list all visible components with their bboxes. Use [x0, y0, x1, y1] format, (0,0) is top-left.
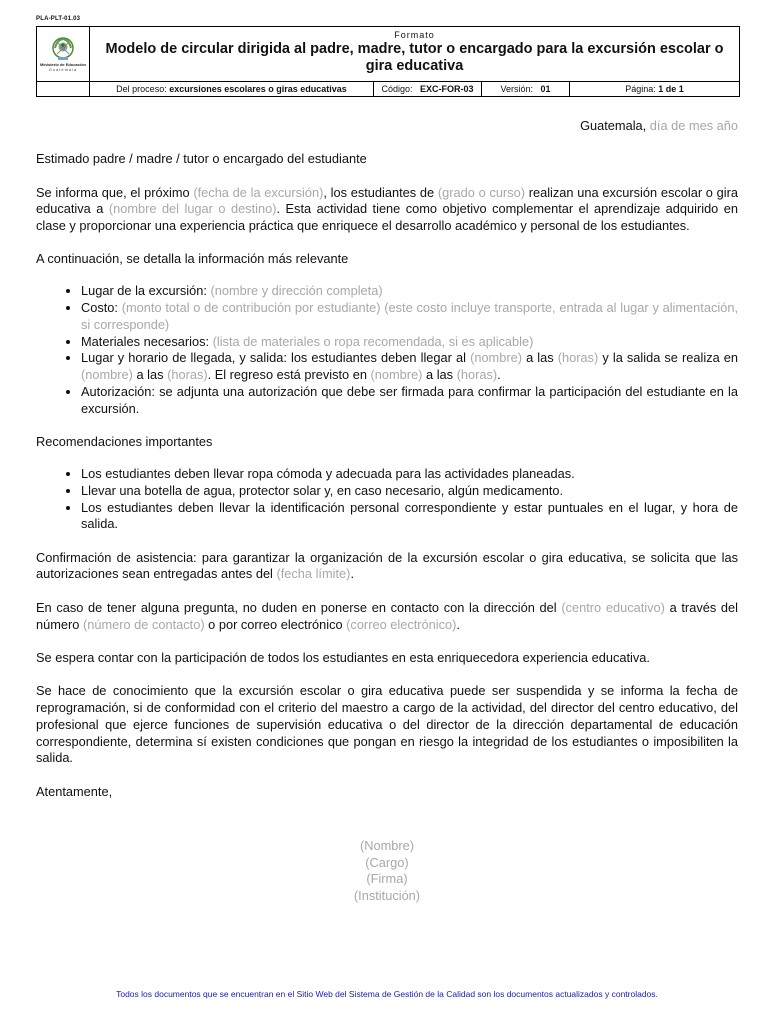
item-text: a las	[426, 367, 454, 383]
phone-placeholder: (número de contacto)	[82, 616, 205, 632]
code-label: Código:	[381, 84, 413, 94]
logo-caption: Ministerio de Educación	[39, 62, 86, 67]
page-cell	[570, 82, 740, 97]
sign-off: Atentamente,	[36, 783, 113, 799]
return-time-placeholder: (horas)	[456, 367, 498, 383]
item-text: .	[497, 367, 501, 383]
departure-time-placeholder: (horas)	[167, 367, 208, 383]
version-label: Versión:	[500, 84, 533, 94]
process-value: excursiones escolares o giras educativas	[169, 84, 347, 94]
process-cell	[90, 82, 374, 97]
contact-text: .	[456, 616, 460, 632]
confirm-text: Confirmación de asistencia: para garantizar la organización de la excursión escolar o gira educativa, se solicita que las autorizaciones sean entregadas antes del	[36, 549, 738, 582]
return-place-placeholder: (nombre)	[370, 367, 423, 383]
list-item: • Los estudiantes deben llevar ropa cómoda y adecuada para las actividades planeadas.	[81, 466, 738, 483]
item-text: y la salida se realiza en	[602, 350, 739, 366]
confirm-text: .	[350, 566, 354, 582]
list-item: • Autorización: se adjunta una autorización que debe ser firmada para confirmar la participación del estudiante en la excursión.	[81, 384, 738, 418]
school-placeholder: (centro educativo)	[561, 599, 665, 615]
list-item	[81, 334, 738, 351]
letter-date	[36, 118, 738, 135]
date-placeholder: día de mes año	[649, 118, 738, 133]
contact-text: En caso de tener alguna pregunta, no duden en ponerse en contacto con la dirección del	[36, 599, 557, 615]
intro-text: realizan una excursión escolar o gira educativa a	[36, 184, 738, 217]
document-header	[36, 26, 740, 97]
signature-position: (Cargo)	[365, 854, 409, 870]
list-item	[81, 300, 738, 334]
contact-text: o por correo electrónico	[208, 616, 343, 632]
footer-note: Todos los documentos que se encuentran en el Sitio Web del Sistema de Gestión de la Calidad son los documentos actualizados y controlados.	[116, 989, 658, 999]
letter-body	[36, 118, 738, 817]
deadline-placeholder: (fecha límite)	[276, 566, 351, 582]
arrival-time-placeholder: (horas)	[557, 350, 599, 366]
signature-name: (Nombre)	[359, 838, 415, 853]
signature-institution: (Institución)	[353, 887, 421, 903]
salutation: Estimado padre / madre / tutor o encargado del estudiante	[36, 151, 367, 167]
title-cell	[90, 27, 740, 82]
logo-cell	[37, 27, 90, 82]
item-text: Lugar y horario de llegada, y salida: los estudiantes deben llegar al	[81, 350, 466, 366]
item-label: Lugar de la excursión:	[81, 283, 207, 299]
format-label: Formato	[394, 30, 435, 40]
item-text: a las	[526, 350, 554, 366]
version-value: 01	[540, 84, 551, 94]
suspension-paragraph: Se hace de conocimiento que la excursión escolar o gira educativa puede ser suspendida y se informa la fecha de reprogramación, si de conformidad con el criterio del maestro a cargo de la actividad, del director del centro educativo, del profesional que ejerce funciones de supervisión educativa o del director de la dirección departamental de educación correspondiente, determina sí existen condiciones que pongan en riesgo la integridad de los estudiantes o imposibiliten la salida.	[36, 683, 738, 766]
date-prefix: Guatemala,	[580, 118, 647, 133]
version-cell	[482, 82, 570, 97]
list-item	[81, 283, 738, 300]
place-placeholder: (nombre y dirección completa)	[210, 283, 383, 299]
item-text: a las	[136, 367, 164, 383]
recommendations-list	[36, 466, 738, 533]
intro-text: , los estudiantes de	[323, 184, 435, 200]
signature-block	[0, 838, 768, 904]
page-value: 1 de 1	[658, 84, 684, 94]
info-heading: A continuación, se detalla la información más relevante	[36, 251, 349, 267]
destination-placeholder: (nombre del lugar o destino)	[108, 201, 277, 217]
document-code: PLA-PLT-01.03	[36, 16, 81, 22]
info-list	[36, 283, 738, 417]
meta-spacer	[37, 82, 90, 97]
trip-date-placeholder: (fecha de la excursión)	[193, 184, 324, 200]
ministry-logo-icon	[51, 36, 75, 62]
intro-text: Se informa que, el próximo	[36, 184, 190, 200]
cost-placeholder: (monto total o de contribución por estudiante) (este costo incluye transporte, entrada al lugar y alimentación, si corresponde)	[81, 300, 738, 332]
contact-paragraph	[36, 600, 738, 634]
signature-line: (Firma)	[366, 871, 408, 887]
list-item: • Los estudiantes deben llevar la identificación personal correspondiente y estar puntuales en el lugar, y hora de salida.	[81, 500, 738, 534]
list-item: • Llevar una botella de agua, protector solar y, en caso necesario, algún medicamento.	[81, 483, 738, 500]
departure-place-placeholder: (nombre)	[81, 367, 133, 383]
intro-paragraph	[36, 185, 738, 235]
email-placeholder: (correo electrónico)	[346, 616, 457, 632]
document-title: Modelo de circular dirigida al padre, madre, tutor o encargado para la excursión escolar o gira educativa	[105, 41, 724, 74]
contact-text: a través del número	[36, 599, 738, 632]
logo-country: Guatemala	[48, 67, 78, 72]
process-label: Del proceso:	[116, 84, 167, 94]
arrival-place-placeholder: (nombre)	[470, 350, 522, 366]
materials-placeholder: (lista de materiales o ropa recomendada, si es aplicable)	[212, 333, 534, 349]
item-label: Materiales necesarios:	[81, 333, 210, 349]
code-value: EXC-FOR-03	[420, 84, 474, 94]
grade-placeholder: (grado o curso)	[437, 184, 525, 200]
intro-text: . Esta actividad tiene como objetivo complementar el aprendizaje adquirido en clase y proporcionar una experiencia práctica que enriquece el desarrollo académico y personal de los estudiantes.	[36, 201, 738, 234]
closing-paragraph: Se espera contar con la participación de todos los estudiantes en esta enriquecedora experiencia educativa.	[36, 649, 650, 665]
page-label: Página:	[625, 84, 656, 94]
list-item	[81, 350, 738, 384]
code-cell	[374, 82, 482, 97]
item-text: . El regreso está previsto en	[207, 367, 367, 383]
recommendations-heading: Recomendaciones importantes	[36, 434, 213, 450]
confirmation-paragraph	[36, 550, 738, 584]
item-label: Costo:	[81, 300, 118, 316]
